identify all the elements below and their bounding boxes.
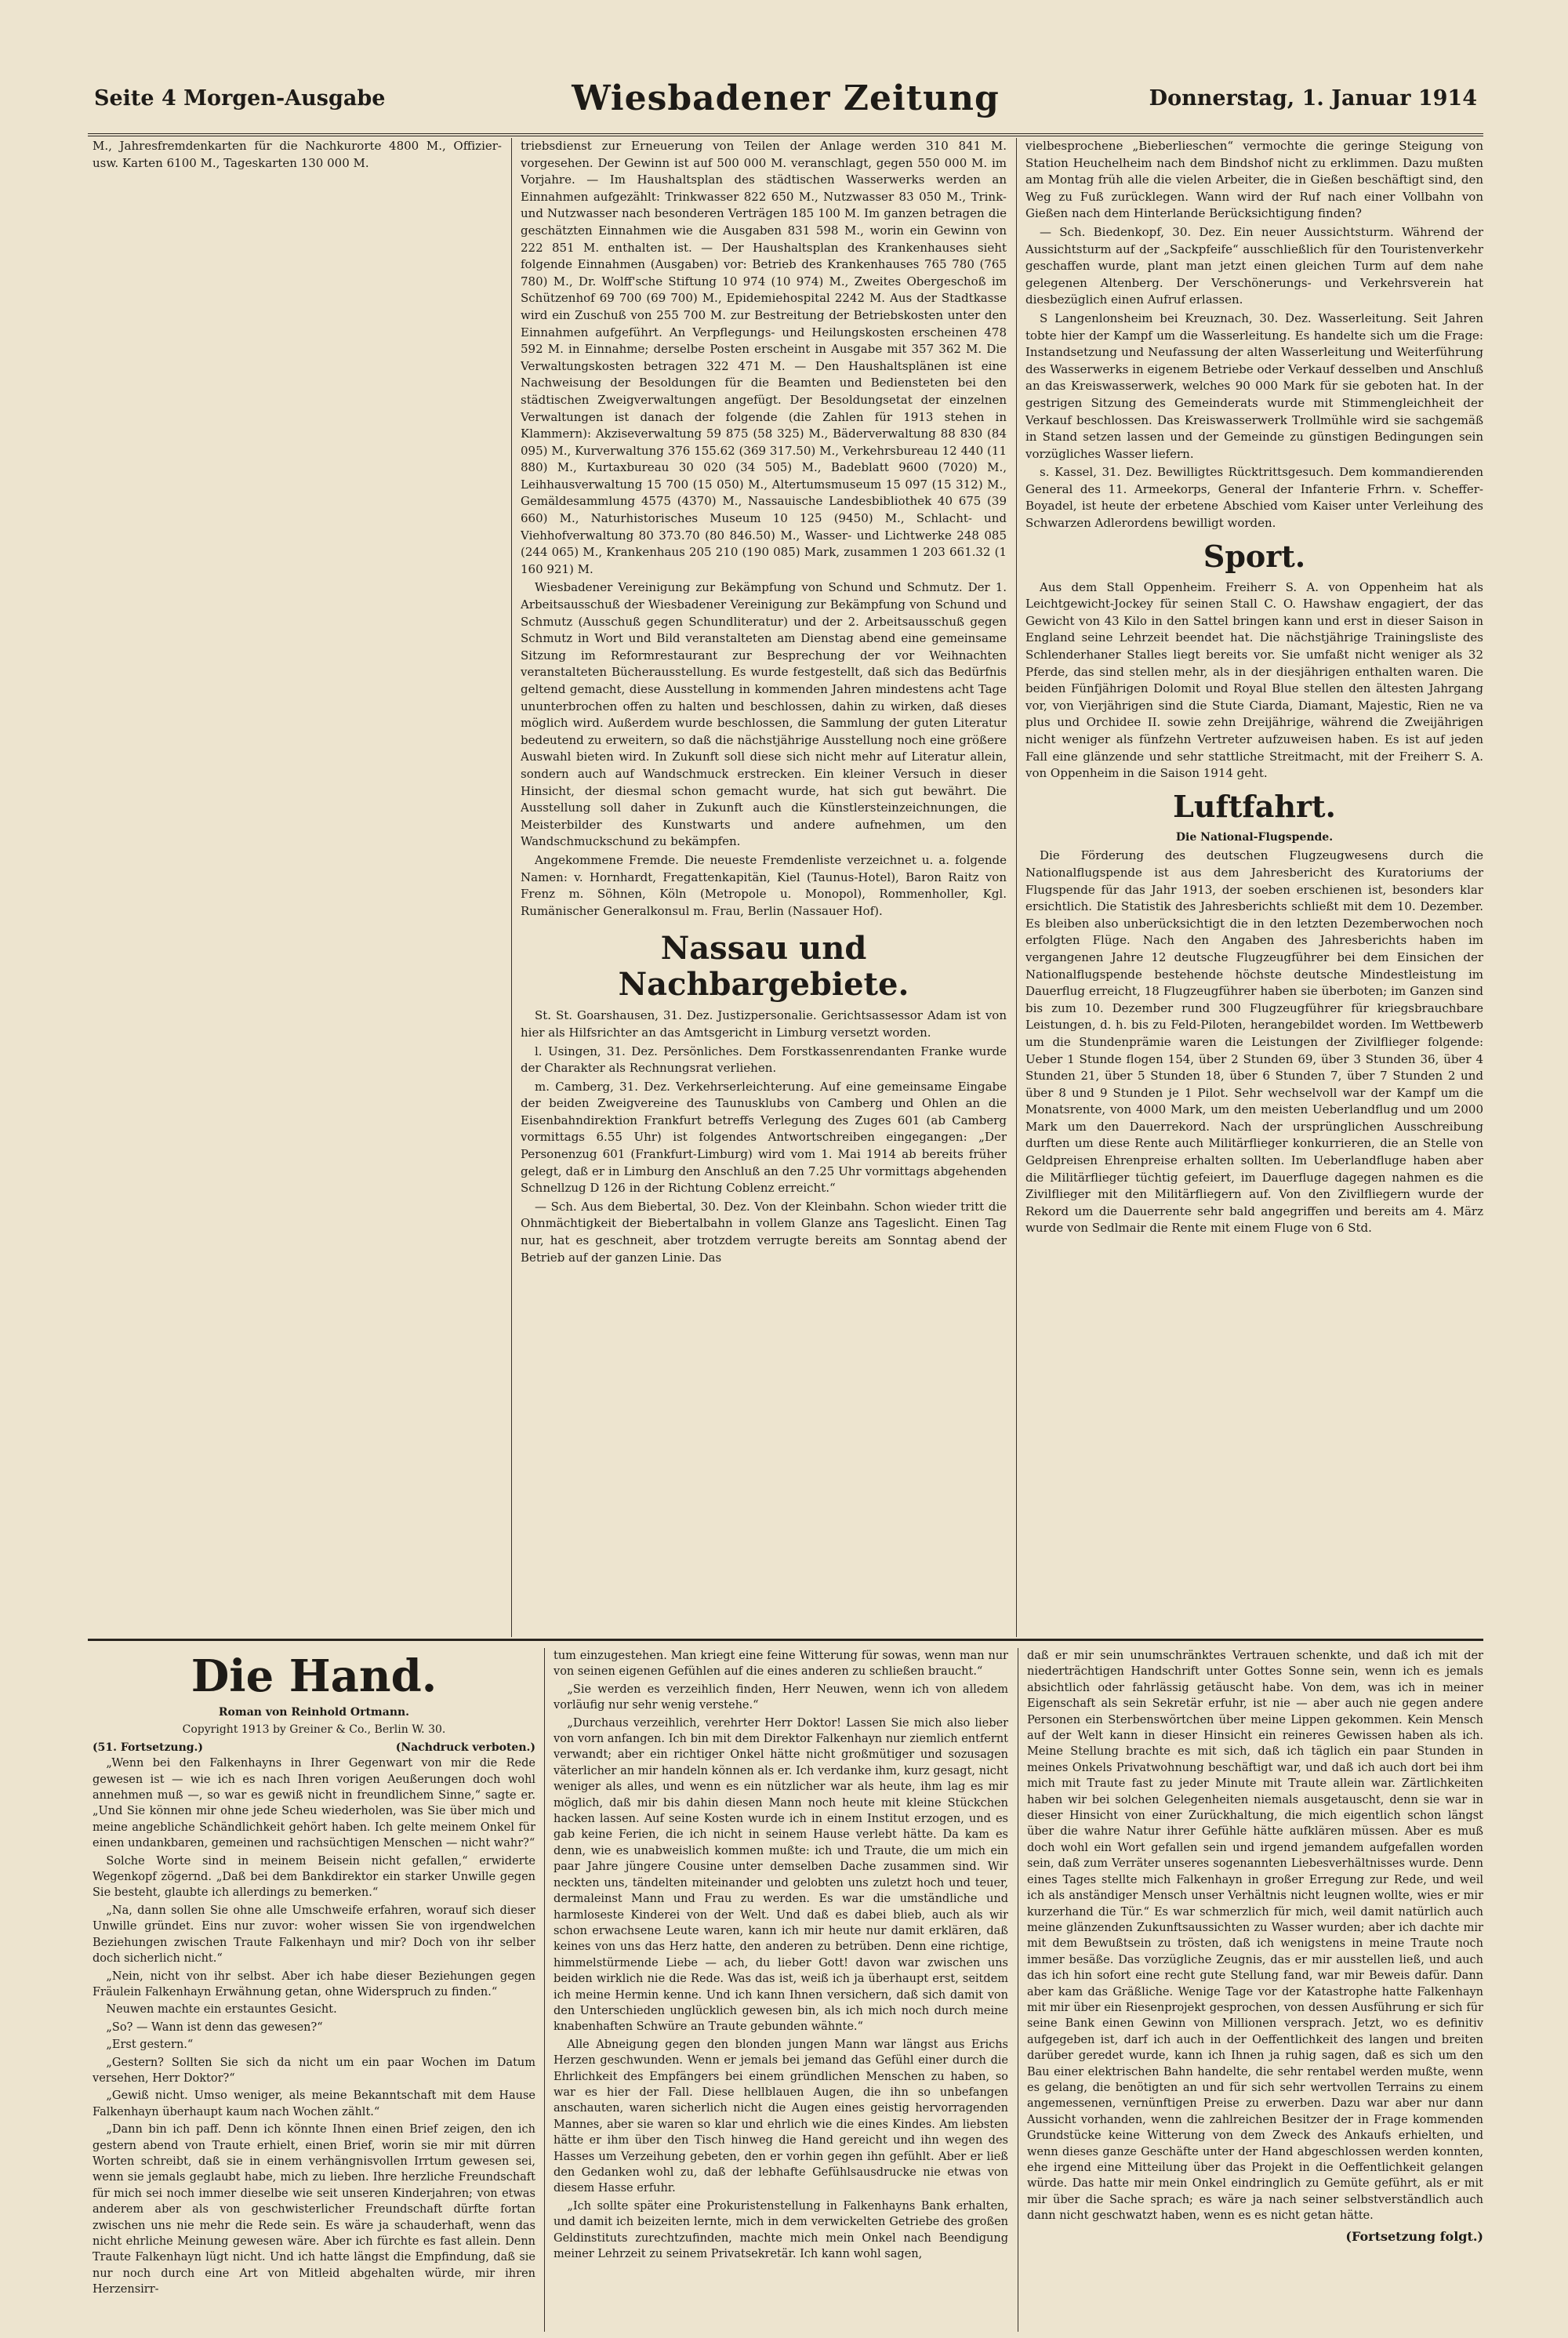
novel-title: Die Hand. — [191, 1650, 437, 1702]
page-number-edition: Seite 4 Morgen-Ausgabe — [94, 86, 386, 111]
novel-paragraph: daß er mir sein unumschränktes Vertrauen schenkte, und daß ich mit der niederträchtigen Handschrift unter Gottes Sonne sein, wenn ich es jemals absichtlich oder fahrlässig getäuscht habe. Von dem, was ich in meiner Eigenschaft als sein Sekretär erfuhr, ist nie — aber auch nie gegen andere Personen ein Sterbenswörtchen über meine Lippen gekommen. Kein Mensch auf der Welt kann in dieser Hinsicht ein reineres Gewissen haben als ich. Meine Stellung brachte es mit sich, daß ich täglich ein paar Stunden in meines Onkels Privatwohnung beschäftigt war, und daß ich auch dort bei ihm mich mit Traute fast zu jeder Minute mit Traute allein war. Zärtlichkeiten haben wir bei solchen Gelegenheiten niemals ausgetauscht, denn sie war in dieser Hinsicht von einer Zurückhaltung, die mich eigentlich schon längst über die wahre Natur ihrer Gefühle hätte aufklären müssen. Aber es muß doch wohl ein Wort gefallen sein und irgend jemandem aufgefallen worden sein, daß zum Verräter unseres sogenannten Liebesverhältnisses wurde. Denn eines Tages stellte mich Falkenhayn in großer Erregung zur Rede, und weil ich als anständiger Mensch unser Verhältnis nicht leugnen wollte, wies er mir kurzerhand die Tür.“ Es war schmerzlich für mich, weil damit natürlich auch meine glänzenden Zukunftsaussichten zu Wasser wurden; aber ich dachte mir mit dem Bewußtsein zu trösten, daß ich wenigstens in meine Traute noch immer besäße. Das vorzügliche Zeugnis, das er mir ausstellen ließ, und auch das ich hin sofort eine recht gute Stellung fand, war mir Beweis dafür. Dann aber kam das Gräßliche. Wenige Tage vor der Katastrophe hatte Falkenhayn mit mir über ein Riesenprojekt gesprochen, von dessen Ausführung er sich für seine Bank einen Gewinn von Millionen versprach. Jetzt, wo es definitiv aufgegeben ist, darf ich auch in der Oeffentlichkeit des langen und breiten darüber geredet wurde, kann ich Ihnen ja ruhig sagen, daß es sich um den Bau einer elektrischen Bahn handelte, die sehr rentabel werden mußte, wenn es gelang, die benötigten an und für sich sehr wertvollen Terrains zu einem angemessenen, vernünftigen Preise zu erwerben. Dazu war aber nur dann Aussicht vorhanden, wenn die zahlreichen Besitzer der in Frage kommenden Grundstücke keine Witterung von dem Zweck des Ankaufs erhielten, und wenn dieses ganze Geschäfte unter der Hand abgeschlossen werden konnten, ehe irgend eine Mitteilung über das Projekt in die Oeffentlichkeit gelangen würde. Das hatte mir mein Onkel eindringlich zu Gemüte geführt, als er mit mir über die Sache sprach; es wäre ja nach seiner selbstverständlich auch dann nicht geschwatzt haben, wenn es es nicht getan hätte. — [1027, 1650, 1483, 2223]
article-paragraph: triebsdienst zur Erneuerung von Teilen der Anlage werden 310 841 M. vorgesehen. Der Gewinn ist auf 500 000 M. veranschlagt, gegen 550 000 M. im Vorjahre. — Im Haushaltsplan des städtischen Wasserwerks werden an Einnahmen aufgezählt: Trinkwasser 822 650 M., Nutzwasser 83 050 M., Trink- und Nutzwasser nach besonderen Verträgen 185 100 M. Im ganzen betragen die geschätzten Einnahmen wie die Ausgaben 831 598 M., worin ein Gewinn von 222 851 M. enthalten ist. — Der Haushaltsplan des Krankenhauses sieht folgende Einnahmen (Ausgaben) vor: Betrieb des Krankenhauses 765 780 (765 780) M., Dr. Wolff'sche Stiftung 10 974 (10 974) M., Zweites Obergeschoß im Schützenhof 69 700 (69 700) M., Epidemiehospital 2242 M. Aus der Stadtkasse wird ein Zuschuß von 255 700 M. zur Bestreitung der Betriebskosten unter den Einnahmen aufgeführt. An Verpflegungs- und Heilungskosten erscheinen 478 592 M. in Einnahme; derselbe Posten erscheint in Ausgabe mit 357 362 M. Die Verwaltungskosten betragen 322 471 M. — Den Haushaltsplänen ist eine Nachweisung der Besoldungen für die Beamten und Bediensteten bei den städtischen Zweigverwaltungen angefügt. Der Besoldungsetat der einzelnen Verwaltungen ist danach der folgende (die Zahlen für 1913 stehen in Klammern): Akziseverwaltung 59 875 (58 325) M., Bäderverwaltung 88 830 (84 095) M., Kurverwaltung 376 155.62 (369 317.50) M., Verkehrsbureau 12 440 (11 880) M., Kurtaxbureau 30 020 (34 505) M., Badeblatt 9600 (7020) M., Leihhausverwaltung 15 700 (15 050) M., Altertumsmuseum 15 097 (15 312) M., Gemäldesammlung 4575 (4370) M., Nassauische Landesbibliothek 40 675 (39 660) M., Naturhistorisches Museum 10 125 (9450) M., Schlacht- und Viehhofverwaltung 80 373.70 (80 846.50) M., Wasser- und Lichtwerke 248 085 (244 065) M., Krankenhaus 205 210 (190 085) Mark, zusammen 1 203 661.32 (1 160 921) M. — [521, 139, 1007, 576]
novel-paragraph: Solche Worte sind in meinem Beisein nicht gefallen,“ erwiderte Wegenkopf zögernd. „Daß bei dem Bankdirektor ein starker Unwille gegen Sie besteht, glaubte ich allerdings zu bemerken.“ — [93, 1854, 535, 1900]
novel-paragraph: „Ich sollte später eine Prokuristenstellung in Falkenhayns Bank erhalten, und damit ich beizeiten lernte, mich in dem verwickelten Getriebe des großen Geldinstituts zurechtzufinden, machte mich mein Onkel nach Beendigung meiner Lehrzeit zu seinem Privatsekretär. Ich kann wohl sagen, — [554, 2199, 1008, 2261]
luftfahrt-subheading: Die National-Flugspende. — [1175, 830, 1334, 844]
novel-column-2 — [554, 1648, 1008, 2330]
novel-column-1 — [93, 1648, 535, 2330]
column-divider — [544, 1648, 545, 2332]
article-paragraph: M., Jahresfremdenkarten für die Nachkurorte 4800 M., Offizier- usw. Karten 6100 M., Tageskarten 130 000 M. — [93, 139, 502, 170]
news-item: S Langenlonsheim bei Kreuznach, 30. Dez. Wasserleitung. Seit Jahren tobte hier der Kampf um die Wasserleitung. Es handelte sich um die Frage: Instandsetzung und Neufassung der alten Wasserleitung und Weiterführung des Wasserwerks in eigenem Betriebe oder Verkauf desselben und Anschluß an das Kreiswasserwerk, welches 90 000 Mark für sie geboten hat. In der gestrigen Sitzung des Gemeinderats wurde mit Stimmengleichheit der Verkauf beschlossen. Das Kreiswasserwerk Trollmühle wird sie sachgemäß in Stand setzen lassen und der Gemeinde zu günstigen Bedingungen sein vorzügliches Wasser liefern. — [1025, 310, 1483, 461]
continuation-note: (Fortsetzung folgt.) — [1345, 2228, 1483, 2244]
nassau-heading: Nassau und Nachbargebiete. — [618, 930, 909, 1004]
column-divider — [511, 138, 512, 1637]
article-paragraph: Angekommene Fremde. Die neueste Fremdenliste verzeichnet u. a. folgende Namen: v. Hornhardt, Fregattenkapitän, Kiel (Taunus-Hotel), Baron Raitz von Frenz m. Söhnen, Köln (Metropole u. Monopol), Rommenholler, Kgl. Rumänischer Generalkonsul m. Frau, Berlin (Nassauer Hof). — [521, 852, 1007, 918]
masthead — [88, 75, 1483, 136]
novel-paragraph: Alle Abneigung gegen den blonden jungen Mann war längst aus Erichs Herzen geschwunden. Wenn er jemals bei jemand das Gefühl einer durch die Ehrlichkeit des Empfängers bei einem gründlichen Menschen zu haben, so war es hier der Fall. Diese hellblauen Augen, die ihn so unbefangen anschauten, waren sicherlich nicht die Augen eines geistig hervorragenden Mannes, aber sie waren so klar und ehrlich wie die eines Kindes. Am liebsten hätte er ihm über den Tisch hinweg die Hand gereicht und ihn wegen des Hasses um Verzeihung gebeten, den er vorhin gegen ihn gefühlt. Aber er ließ den Gedanken wohl zu, daß der lebhafte Gefühlsausdrucke nie etwas von diesem Hasse erfuhr. — [554, 2038, 1008, 2195]
news-item: — Sch. Biedenkopf, 30. Dez. Ein neuer Aussichtsturm. Während der Aussichtsturm auf der „Sackpfeife“ ausschließlich für den Touristenverkehr geschaffen wurde, plant man jetzt einen gleichen Turm auf dem nahe gelegenen Altenberg. Der Verschönerungs- und Verkehrsverein hat diesbezüglich einen Aufruf erlassen. — [1025, 224, 1483, 307]
section-divider — [88, 1639, 1483, 1641]
news-item: s. Kassel, 31. Dez. Bewilligtes Rücktrittsgesuch. Dem kommandierenden General des 11. Armeekorps, General der Infanterie Frhrn. v. Scheffer-Boyadel, ist heute der erbetene Abschied vom Kaiser unter Verleihung des Schwarzen Adlerordens bewilligt worden. — [1025, 465, 1483, 531]
novel-paragraph: „Gestern? Sollten Sie sich da nicht um ein paar Wochen im Datum versehen, Herr Doktor?“ — [93, 2056, 535, 2085]
novel-paragraph: „Durchaus verzeihlich, verehrter Herr Doktor! Lassen Sie mich also lieber von vorn anfangen. Ich bin mit dem Direktor Falkenhayn nur ziemlich entfernt verwandt; aber ein richtiger Onkel hätte nicht großmütiger und sozusagen väterlicher an mir handeln können als er. Ich verdanke ihm, kurz gesagt, nicht weniger als alles, und wenn es ein nützlicher war als heute, ihm lag es mir möglich, daß mir bis dahin diesen Mann noch heute mit kleine Stückchen hacken lassen. Auf seine Kosten wurde ich in einem Institut erzogen, und es gab keine Ferien, die ich nicht in seinem Hause verlebt hätte. Da kam es denn, wie es unabweislich kommen mußte: ich und Traute, die um mich ein paar Jahre jüngere Cousine unter demselben Dache zusammen sind. Wir neckten uns, tändelten miteinander und gelobten uns zuletzt hoch und teuer, dermaleinst Mann und Frau zu werden. Es war die umständliche und harmloseste Kinderei von der Welt. Und daß es dabei blieb, auch als wir schon erwachsene Leute waren, kann ich mir heute nur damit erklären, daß keines von uns das Herz hatte, den anderen zu betrüben. Denn eine richtige, himmelstürmende Liebe — ach, du lieber Gott! davon war zwischen uns beiden wirklich nie die Rede. Was das ist, weiß ich ja überhaupt erst, seitdem ich meine Hermin kenne. Und ich kann Ihnen versichern, daß sich damit von den Unterschieden unglücklich gewesen bin, als ich mich noch durch meine knabenhaften Schwüre an Traute gebunden wähnte.“ — [554, 1716, 1008, 2034]
upper-column-1 — [93, 138, 502, 1634]
novel-paragraph: tum einzugestehen. Man kriegt eine feine Witterung für sowas, wenn man nur von seinen eigenen Gefühlen auf die eines anderen zu schließen braucht.“ — [554, 1650, 1008, 1679]
sport-article: Aus dem Stall Oppenheim. Freiherr S. A. von Oppenheim hat als Leichtgewicht-Jockey für seinen Stall C. O. Hawshaw engagiert, der das Gewicht von 43 Kilo in den Sattel bringen kann und erst in dieser Saison in England seine Lehrzeit beendet hat. Die nächstjährige Trainingsliste des Schlenderhaner Stalles liegt bereits vor. Sie umfaßt nicht weniger als 32 Pferde, das sind stellen mehr, als in der diesjährigen enthalten waren. Die beiden Fünfjährigen Dolomit und Royal Blue stellen den ältesten Jahrgang vor, von Vierjährigen sind die Stute Ciarda, Diamant, Majestic, Rien ne va plus und Orchidee II. sowie zehn Dreijährige, während die Zweijährigen nicht weniger als fünfzehn Vertreter aufzuweisen haben. Es ist auf jeden Fall eine glänzende und sehr stattliche Streitmacht, mit der Freiherr S. A. von Oppenheim in die Saison 1914 geht. — [1025, 579, 1483, 781]
novel-paragraph: „Sie werden es verzeihlich finden, Herr Neuwen, wenn ich von alledem vorläufig nur sehr wenig verstehe.“ — [554, 1683, 1008, 1712]
novel-paragraph: „Gewiß nicht. Umso weniger, als meine Bekanntschaft mit dem Hause Falkenhayn überhaupt kaum nach Wochen zählt.“ — [93, 2089, 535, 2118]
news-item: l. Usingen, 31. Dez. Persönliches. Dem Forstkassenrendanten Franke wurde der Charakter als Rechnungsrat verliehen. — [521, 1044, 1007, 1076]
issue-date: Donnerstag, 1. Januar 1914 — [1149, 86, 1477, 111]
novel-part: (51. Fortsetzung.) — [93, 1741, 204, 1754]
novel-paragraph: „So? — Wann ist denn das gewesen?“ — [106, 2020, 323, 2034]
novel-paragraph: „Dann bin ich paff. Denn ich könnte Ihnen einen Brief zeigen, den ich gestern abend von Traute erhielt, einen Brief, worin sie mir mit dürren Worten schreibt, daß sie in einem verhängnisvollen Irrtum gewesen sei, wenn sie jemals geglaubt habe, mich zu lieben. Ihre herzliche Freundschaft für mich sei noch immer dieselbe wie seit unseren Kinderjahren; von etwas anderem aber als von geschwisterlicher Freundschaft dürfte fortan zwischen uns nie mehr die Rede sein. Es wäre ja schauderhaft, wenn das nicht ehrliche Meinung gewesen wäre. Aber ich fürchte es fast allein. Denn Traute Falkenhayn lügt nicht. Und ich hatte längst die Empfindung, daß sie nur noch durch eine Art von Mitleid abgehalten würde, mir ihren Herzensirr- — [93, 2123, 535, 2296]
novel-column-3 — [1027, 1648, 1483, 2330]
novel-part-row — [93, 1740, 535, 1755]
novel-paragraph: „Nein, nicht von ihr selbst. Aber ich habe dieser Beziehungen gegen Fräulein Falkenhayn Erwähnung getan, ohne Widerspruch zu finden.“ — [93, 1970, 535, 1999]
novel-paragraph: „Na, dann sollen Sie ohne alle Umschweife erfahren, worauf sich dieser Unwille gründet. Eins nur zuvor: woher wissen Sie von irgendwelchen Beziehungen zwischen Traute Falkenhayn und mir? Doch von ihr selber doch sicherlich nicht.“ — [93, 1904, 535, 1966]
column-divider — [1016, 138, 1017, 1637]
news-item: — Sch. Aus dem Biebertal, 30. Dez. Von der Kleinbahn. Schon wieder tritt die Ohnmächtigkeit der Biebertalbahn in vollem Glanze ans Tageslicht. Einen Tag nur, hat es geschneit, aber trotzdem verrugte bereits am Sonntag abend der Betrieb auf der ganzen Linie. Das — [521, 1199, 1007, 1265]
upper-column-2 — [521, 138, 1007, 1634]
news-item: vielbesprochene „Bieberlieschen“ vermochte die geringe Steigung von Station Heuchelheim nach dem Bindshof nicht zu erklimmen. Dazu mußten am Montag früh alle die vielen Arbeiter, die in Gießen beschäftigt sind, den Weg zu Fuß zurücklegen. Wann wird der Ruf nach einer Vollbahn von Gießen nach dem Hinterlande Berücksichtigung finden? — [1025, 139, 1483, 221]
newspaper-title: Wiesbadener Zeitung — [572, 78, 1000, 118]
novel-copyright: Copyright 1913 by Greiner & Co., Berlin W. 30. — [182, 1723, 446, 1737]
novel-paragraph: „Erst gestern.“ — [106, 2038, 194, 2052]
novel-paragraph: „Wenn bei den Falkenhayns in Ihrer Gegenwart von mir die Rede gewesen ist — wie ich es nach Ihren vorigen Aeußerungen doch wohl annehmen muß —, so war es gewiß nicht in freundlichem Sinne,“ sagte er. „Und Sie können mir ohne jede Scheu wiederholen, was Sie über mich und meine angebliche Schändlichkeit gehört haben. Ich gelte meinem Onkel für einen undankbaren, gemeinen und rachsüchtigen Menschen — nicht wahr?“ — [93, 1757, 535, 1850]
luftfahrt-article: Die Förderung des deutschen Flugzeugwesens durch die Nationalflugspende ist aus dem Jahresbericht des Kuratoriums der Flugspende für das Jahr 1913, der soeben erschienen ist, besonders klar ersichtlich. Die Statistik des Jahresberichts schließt mit dem 10. Dezember. Es bleiben also unberücksichtigt die in den letzten Dezemberwochen noch erfolgten Flüge. Nach den Angaben des Jahresberichts haben im vergangenen Jahre 12 deutsche Flugzeugführer bei dem Einsichen der Nationalflugspende bestehende höchste deutsche Mindestleistung im Dauerflug erreicht, 18 Flugzeugführer haben sie überboten; im Ganzen sind bis zum 10. Dezember rund 300 Flugzeugführer für kriegsbrauchbare Leistungen, d. h. bis zu Feld-Piloten, herangebildet worden. Im Wettbewerb um die Stundenprämie waren die Leistungen der Zivilflieger folgende: Ueber 1 Stunde flogen 154, über 2 Stunden 69, über 3 Stunden 36, über 4 Stunden 21, über 5 Stunden 18, über 6 Stunden 7, über 7 Stunden 2 und über 8 und 9 Stunden je 1 Pilot. Sehr wechselvoll war der Kampf um die Monatsrente, von 4000 Mark, um den meisten Ueberlandflug und um 2000 Mark um den Dauerrekord. Nach der ursprünglichen Ausschreibung durften um diese Rente auch Militärflieger konkurrieren, die an Stelle von Geldpreisen Ehrenpreise erhalten sollten. Im Ueberlandfluge haben aber die Militärflieger tüchtig gefeiert, im Dauerfluge dagegen nahmen es die Zivilflieger mit den Militärfliegern auf. Von den Zivilfliegern wurde der Rekord um die Dauerrente sehr bald angegriffen und bereits am 4. März wurde von Sedlmair die Rente mit einem Fluge von 6 Std. — [1025, 848, 1483, 1236]
upper-column-3 — [1025, 138, 1483, 1634]
novel-paragraph: Neuwen machte ein erstauntes Gesicht. — [106, 2003, 337, 2017]
news-item: St. St. Goarshausen, 31. Dez. Justizpersonalie. Gerichtsassessor Adam ist von hier als Hilfsrichter an das Amtsgericht in Limburg versetzt worden. — [521, 1008, 1007, 1040]
sport-heading: Sport. — [1203, 538, 1306, 574]
reprint-notice: (Nachdruck verboten.) — [395, 1741, 535, 1754]
article-paragraph: Wiesbadener Vereinigung zur Bekämpfung von Schund und Schmutz. Der 1. Arbeitsausschuß der Wiesbadener Vereinigung zur Bekämpfung von Schund und Schmutz (Ausschuß gegen Schundliteratur) und der 2. Arbeitsausschuß gegen Schmutz in Wort und Bild veranstalteten am Dienstag abend eine gemeinsame Sitzung im Reformrestaurant zur Besprechung der vor Weihnachten veranstalteten Bücherausstellung. Es wurde festgestellt, daß sich das Bedürfnis geltend gemacht, diese Ausstellung in kommenden Jahren mindestens acht Tage ununterbrochen offen zu halten und beschlossen, dahin zu wirken, daß dieses möglich wird. Außerdem wurde beschlossen, die Sammlung der guten Literatur bedeutend zu erweitern, so daß die nächstjährige Ausstellung noch eine größere Auswahl bieten wird. In Zukunft soll diese sich nicht mehr auf Literatur allein, sondern auch auf Wandschmuck erstrecken. Ein kleiner Versuch in dieser Hinsicht, der diesmal schon gemacht wurde, hat sich gut bewährt. Die Ausstellung soll daher in Zukunft auch die Künstlersteinzeichnungen, die Meisterbilder des Kunstwarts und andere aufnehmen, um den Wandschmuckschund zu bekämpfen. — [521, 580, 1007, 849]
novel-byline: Roman von Reinhold Ortmann. — [218, 1706, 410, 1719]
news-item: m. Camberg, 31. Dez. Verkehrserleichterung. Auf eine gemeinsame Eingabe der beiden Zweigvereine des Taunusklubs von Camberg und Ohlen an die Eisenbahndirektion Frankfurt betreffs Verlegung des Zuges 601 (ab Camberg vormittags 6.55 Uhr) ist folgendes Antwortschreiben eingegangen: „Der Personenzug 601 (Frankfurt-Limburg) wird vom 1. Mai 1914 ab bereits früher gelegt, daß er in Limburg den Anschluß an den 7.25 Uhr vormittags abgehenden Schnellzug D 126 in der Richtung Coblenz erreicht.“ — [521, 1079, 1007, 1196]
luftfahrt-heading: Luftfahrt. — [1173, 788, 1336, 824]
